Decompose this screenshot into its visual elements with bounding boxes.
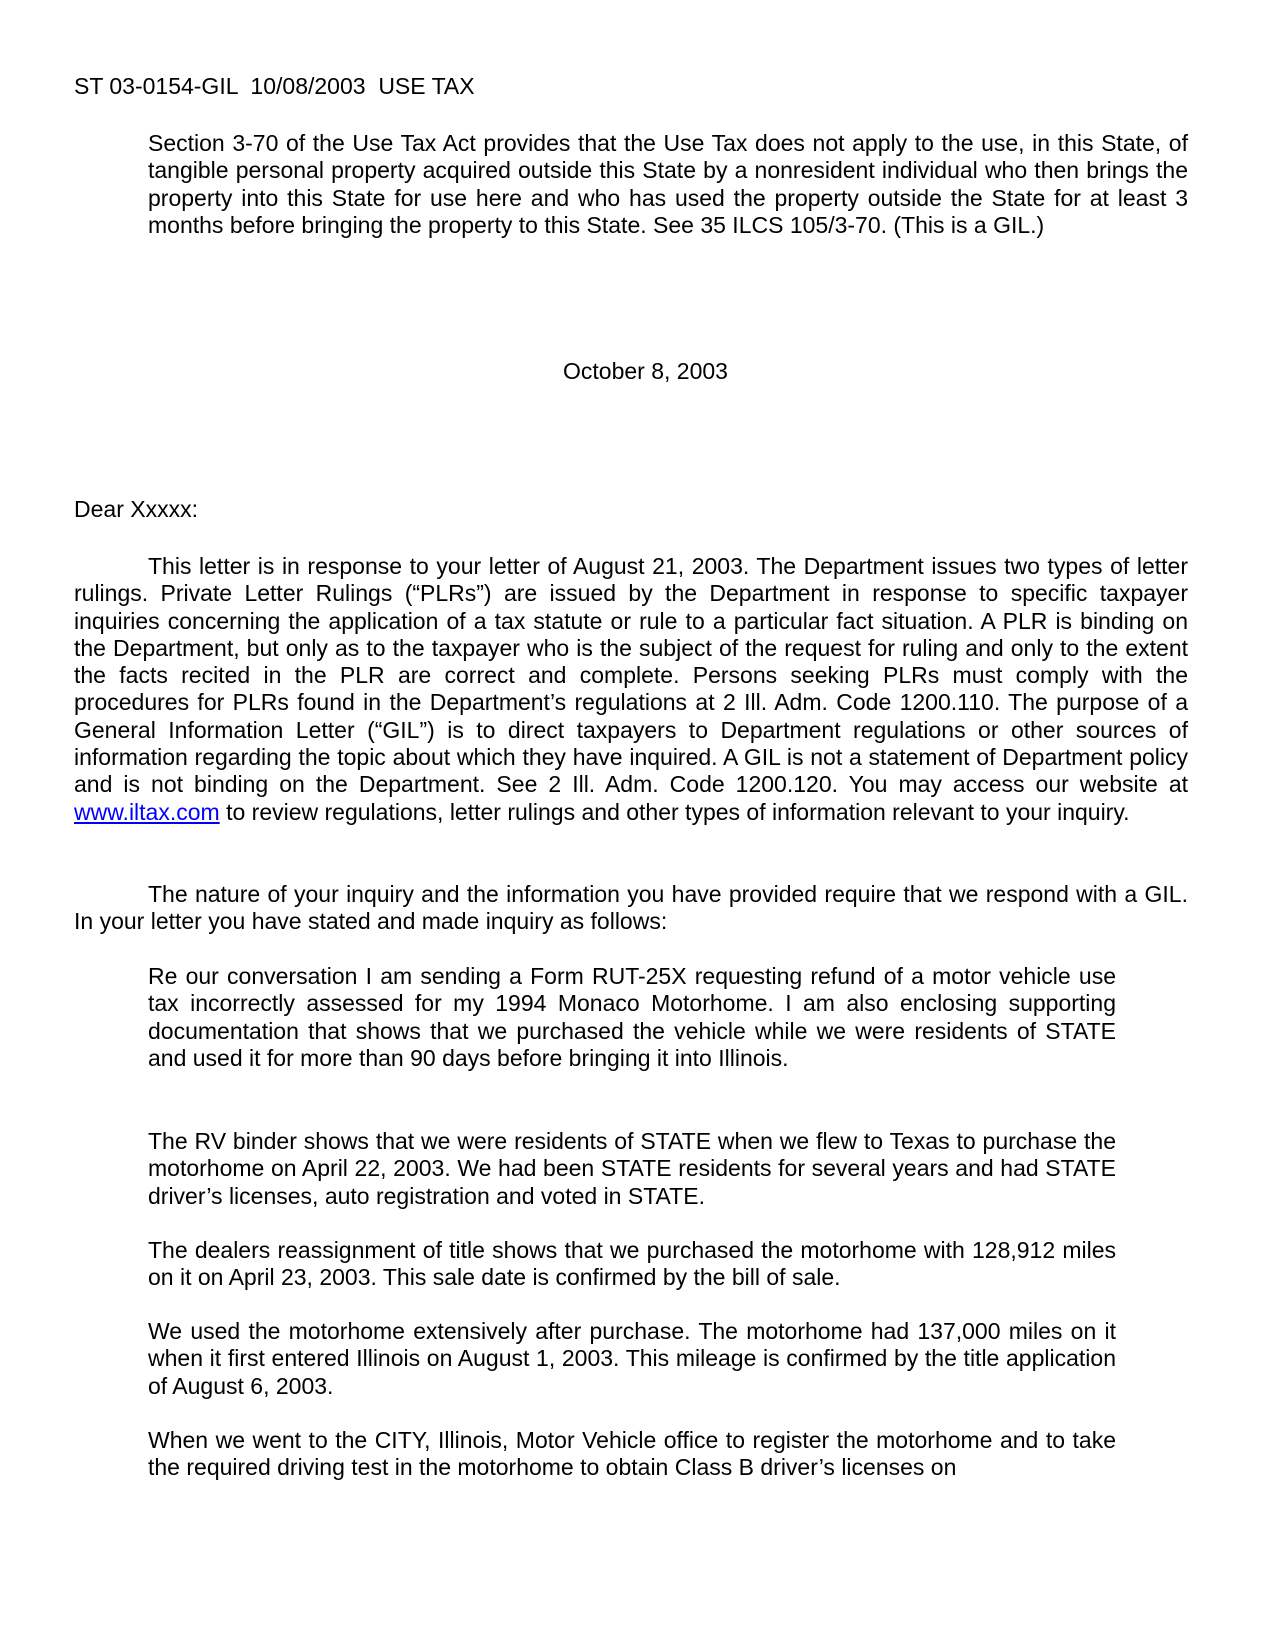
quoted-paragraph: The dealers reassignment of title shows that we purchased the motorhome with 128,912 miles on it on April 23, 2003. This sale date is confirmed by the bill of sale. — [148, 1237, 1116, 1291]
salutation: Dear Xxxxx: — [74, 496, 198, 522]
quoted-paragraph: We used the motorhome extensively after purchase. The motorhome had 137,000 miles on it when it first entered Illinois on August 1, 2003. This mileage is confirmed by the title application of August 6, 2003. — [148, 1318, 1116, 1399]
quoted-paragraph: Re our conversation I am sending a Form RUT-25X requesting refund of a motor vehicle use tax incorrectly assessed for my 1994 Monaco Motorhome. I am also enclosing supporting documentation that shows that we purchased the vehicle while we were residents of STATE and used it for more than 90 days before bringing it into Illinois. — [148, 963, 1116, 1071]
summary-paragraph: Section 3-70 of the Use Tax Act provides that the Use Tax does not apply to the use, in this State, of tangible personal property acquired outside this State by a nonresident individual who then brings the property into this State for use here and who has used the property outside the State for at least 3 months before bringing the property to this State. See 35 ILCS 105/3-70. (This is a GIL.) — [148, 130, 1188, 238]
paragraph-text: This letter is in response to your letter of August 21, 2003. The Department issues two types of letter rulings. Private Letter Rulings (“PLRs”) are issued by the Department in response to specific taxpayer inquiries concerning the application of a tax statute or rule to a particular fact situation. A PLR is binding on the Department, but only as to the taxpayer who is the subject of the request for ruling and only to the extent the facts recited in the PLR are correct and complete. Persons seeking PLRs must comply with the procedures for PLRs found in the Department’s regulations at 2 Ill. Adm. Code 1200.110. The purpose of a General Information Letter (“GIL”) is to direct taxpayers to Department regulations or other sources of information regarding the topic about which they have inquired. A GIL is not a statement of Department policy and is not binding on the Department. See 2 Ill. Adm. Code 1200.120. You may access our website at — [74, 553, 1188, 798]
website-link[interactable]: www.iltax.com — [74, 798, 220, 825]
document-header: ST 03-0154-GIL 10/08/2003 USE TAX — [74, 73, 475, 99]
quoted-paragraph: The RV binder shows that we were residents of STATE when we flew to Texas to purchase the motorhome on April 22, 2003. We had been STATE residents for several years and had STATE driver’s licenses, auto registration and voted in STATE. — [148, 1128, 1116, 1209]
body-paragraph-inquiry-intro: The nature of your inquiry and the information you have provided require that we respond with a GIL. In your letter you have stated and made inquiry as follows: — [74, 881, 1188, 935]
body-paragraph-letter-rulings — [74, 553, 1188, 826]
paragraph-text: to review regulations, letter rulings and other types of information relevant to your inquiry. — [219, 798, 1130, 825]
letter-date: October 8, 2003 — [563, 358, 728, 384]
quoted-paragraph: When we went to the CITY, Illinois, Motor Vehicle office to register the motorhome and to take the required driving test in the motorhome to obtain Class B driver’s licenses on — [148, 1427, 1116, 1481]
